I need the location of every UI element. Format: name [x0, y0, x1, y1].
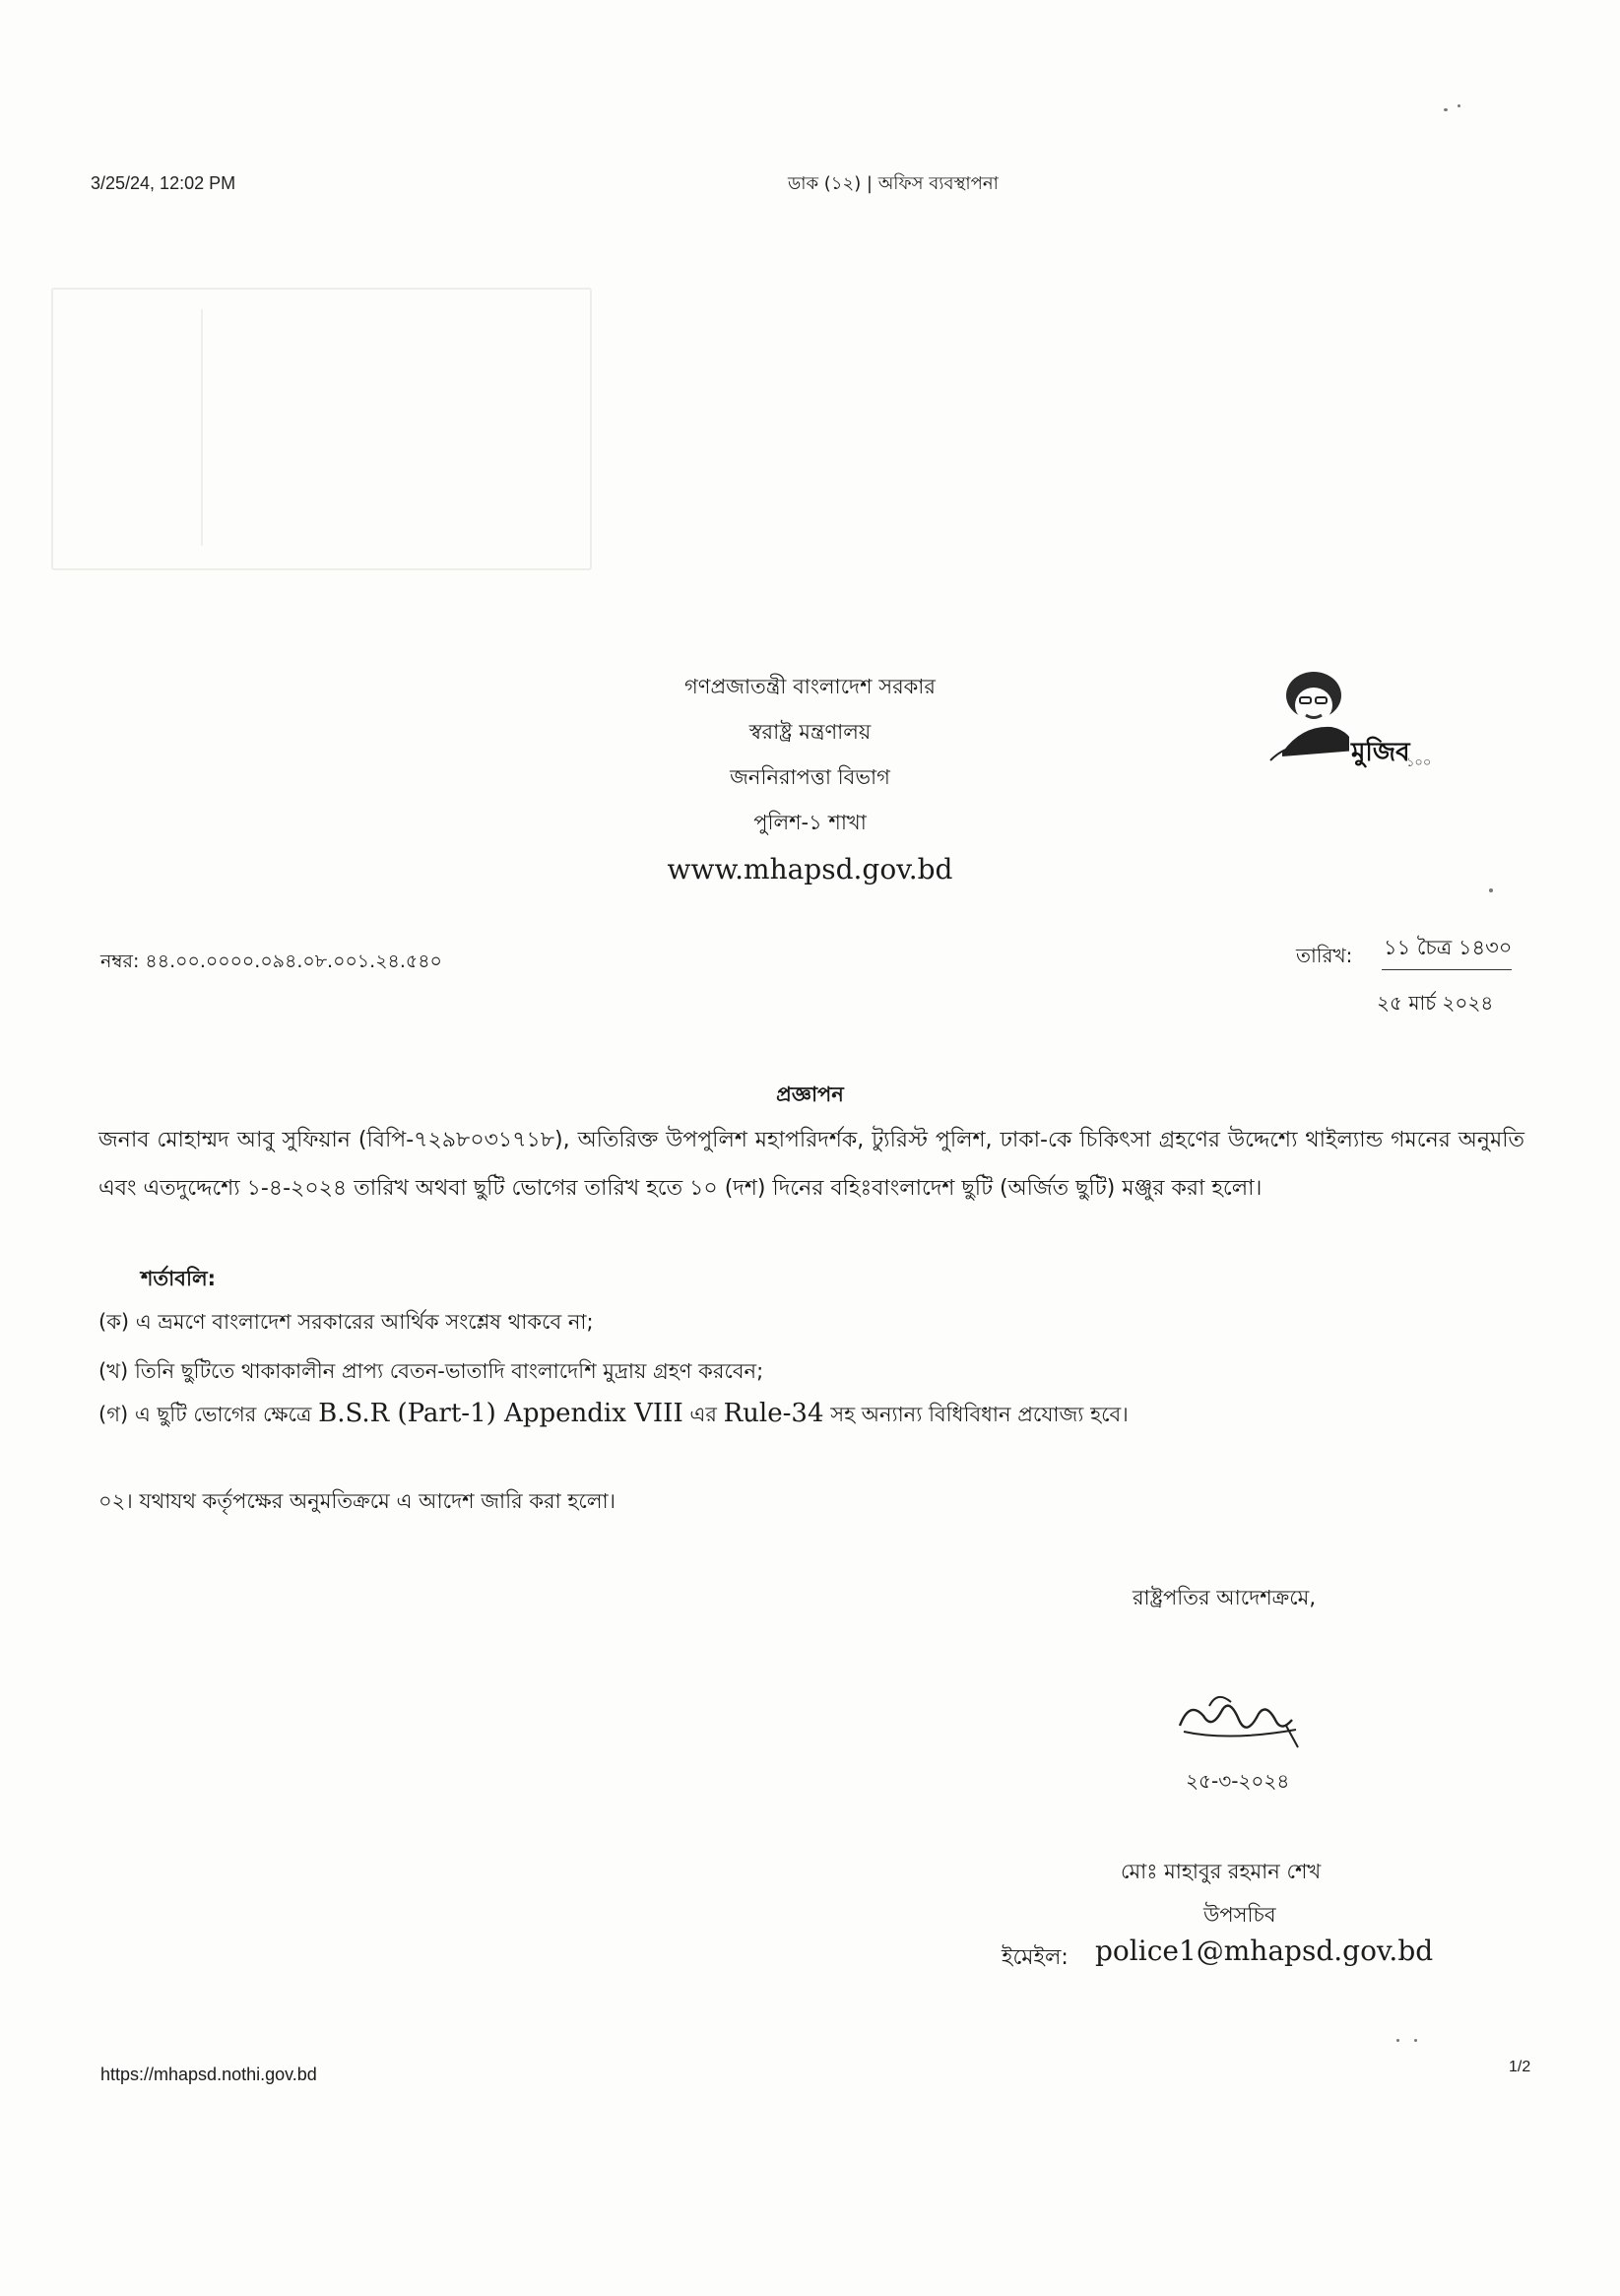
- paragraph-two: ০২। যথাযথ কর্তৃপক্ষের অনুমতিক্রমে এ আদেশ জারি করা হলো।: [98, 1489, 616, 1513]
- signer-name: মোঃ মাহাবুর রহমান শেখ: [1121, 1860, 1322, 1883]
- ministry-name: স্বরাষ্ট্র মন্ত্রণালয়: [748, 720, 872, 744]
- date-label: তারিখ:: [1296, 944, 1353, 967]
- logo-text: মুজিব: [1351, 738, 1410, 767]
- scan-speck: [1414, 2039, 1417, 2042]
- order-line: রাষ্ট্রপতির আদেশক্রমে,: [1133, 1586, 1316, 1609]
- notice-body: জনাব মোহাম্মদ আবু সুফিয়ান (বিপি-৭২৯৮০৩১৭১৮), অতিরিক্ত উপপুলিশ মহাপরিদর্শক, ট্যুরিস্ট পুলিশ, ঢাকা-কে চিকিৎসা গ্রহণের উদ্দেশ্যে থাইল্যান্ড গমনের অনুমতি এবং এতদুদ্দেশ্যে ১-৪-২০২৪ তারিখ অথবা ছুটি ভোগের তারিখ হতে ১০ (দশ) দিনের বহিঃবাংলাদেশ ছুটি (অর্জিত ছুটি) মঞ্জুর করা হলো।: [98, 1128, 1524, 1201]
- rule-reference-34: Rule-34: [723, 1399, 824, 1428]
- date-gregorian: ২৫ মার্চ ২০২৪: [1377, 991, 1494, 1015]
- term-item-suffix: সহ অন্যান্য বিধিবিধান প্রযোজ্য হবে।: [823, 1403, 1129, 1426]
- scan-speck: [1489, 888, 1493, 892]
- signature-date: ২৫-৩-২০২৪: [1186, 1769, 1290, 1793]
- division-name: জননিরাপত্তা বিভাগ: [730, 765, 890, 789]
- email-address[interactable]: police1@mhapsd.gov.bd: [1095, 1935, 1434, 1967]
- handwritten-signature-icon: [1170, 1686, 1308, 1755]
- mujib-borsho-logo-icon: [1263, 666, 1435, 784]
- email-label: ইমেইল:: [1002, 1945, 1069, 1970]
- terms-title: শর্তাবলি:: [141, 1267, 217, 1290]
- term-item: [98, 1399, 1129, 1433]
- scan-speck: [1458, 104, 1460, 107]
- page-number: 1/2: [1509, 2059, 1531, 2075]
- website-link[interactable]: www.mhapsd.gov.bd: [667, 853, 953, 886]
- date-bangla: ১১ চৈত্র ১৪৩০: [1382, 932, 1512, 970]
- section-name: পুলিশ-১ শাখা: [753, 811, 867, 834]
- memo-number: নম্বর: ৪৪.০০.০০০০.০৯৪.০৮.০০১.২৪.৫৪০: [100, 951, 442, 972]
- print-timestamp: 3/25/24, 12:02 PM: [91, 173, 236, 193]
- rule-reference-bsr: B.S.R (Part-1) Appendix VIII: [318, 1399, 683, 1428]
- government-name: গণপ্রজাতন্ত্রী বাংলাদেশ সরকার: [684, 675, 936, 698]
- term-item: (খ) তিনি ছুটিতে থাকাকালীন প্রাপ্য বেতন-ভাতাদি বাংলাদেশি মুদ্রায় গ্রহণ করবেন;: [98, 1359, 764, 1383]
- footer-url[interactable]: https://mhapsd.nothi.gov.bd: [100, 2065, 317, 2084]
- signer-designation: উপসচিব: [1203, 1903, 1276, 1927]
- term-item: (ক) এ ভ্রমণে বাংলাদেশ সরকারের আর্থিক সংশ্লেষ থাকবে না;: [98, 1310, 594, 1334]
- print-header-title: ডাক (১২) | অফিস ব্যবস্থাপনা: [788, 173, 999, 194]
- scan-speck: [1444, 108, 1448, 111]
- svg-text:১০০: ১০০: [1406, 755, 1432, 770]
- scan-speck: [1396, 2039, 1399, 2042]
- notice-title: প্রজ্ঞাপন: [776, 1082, 844, 1106]
- term-item-mid: এর: [682, 1403, 724, 1426]
- faded-stamp-box: [51, 288, 592, 570]
- term-item-prefix: (গ) এ ছুটি ভোগের ক্ষেত্রে: [98, 1403, 319, 1426]
